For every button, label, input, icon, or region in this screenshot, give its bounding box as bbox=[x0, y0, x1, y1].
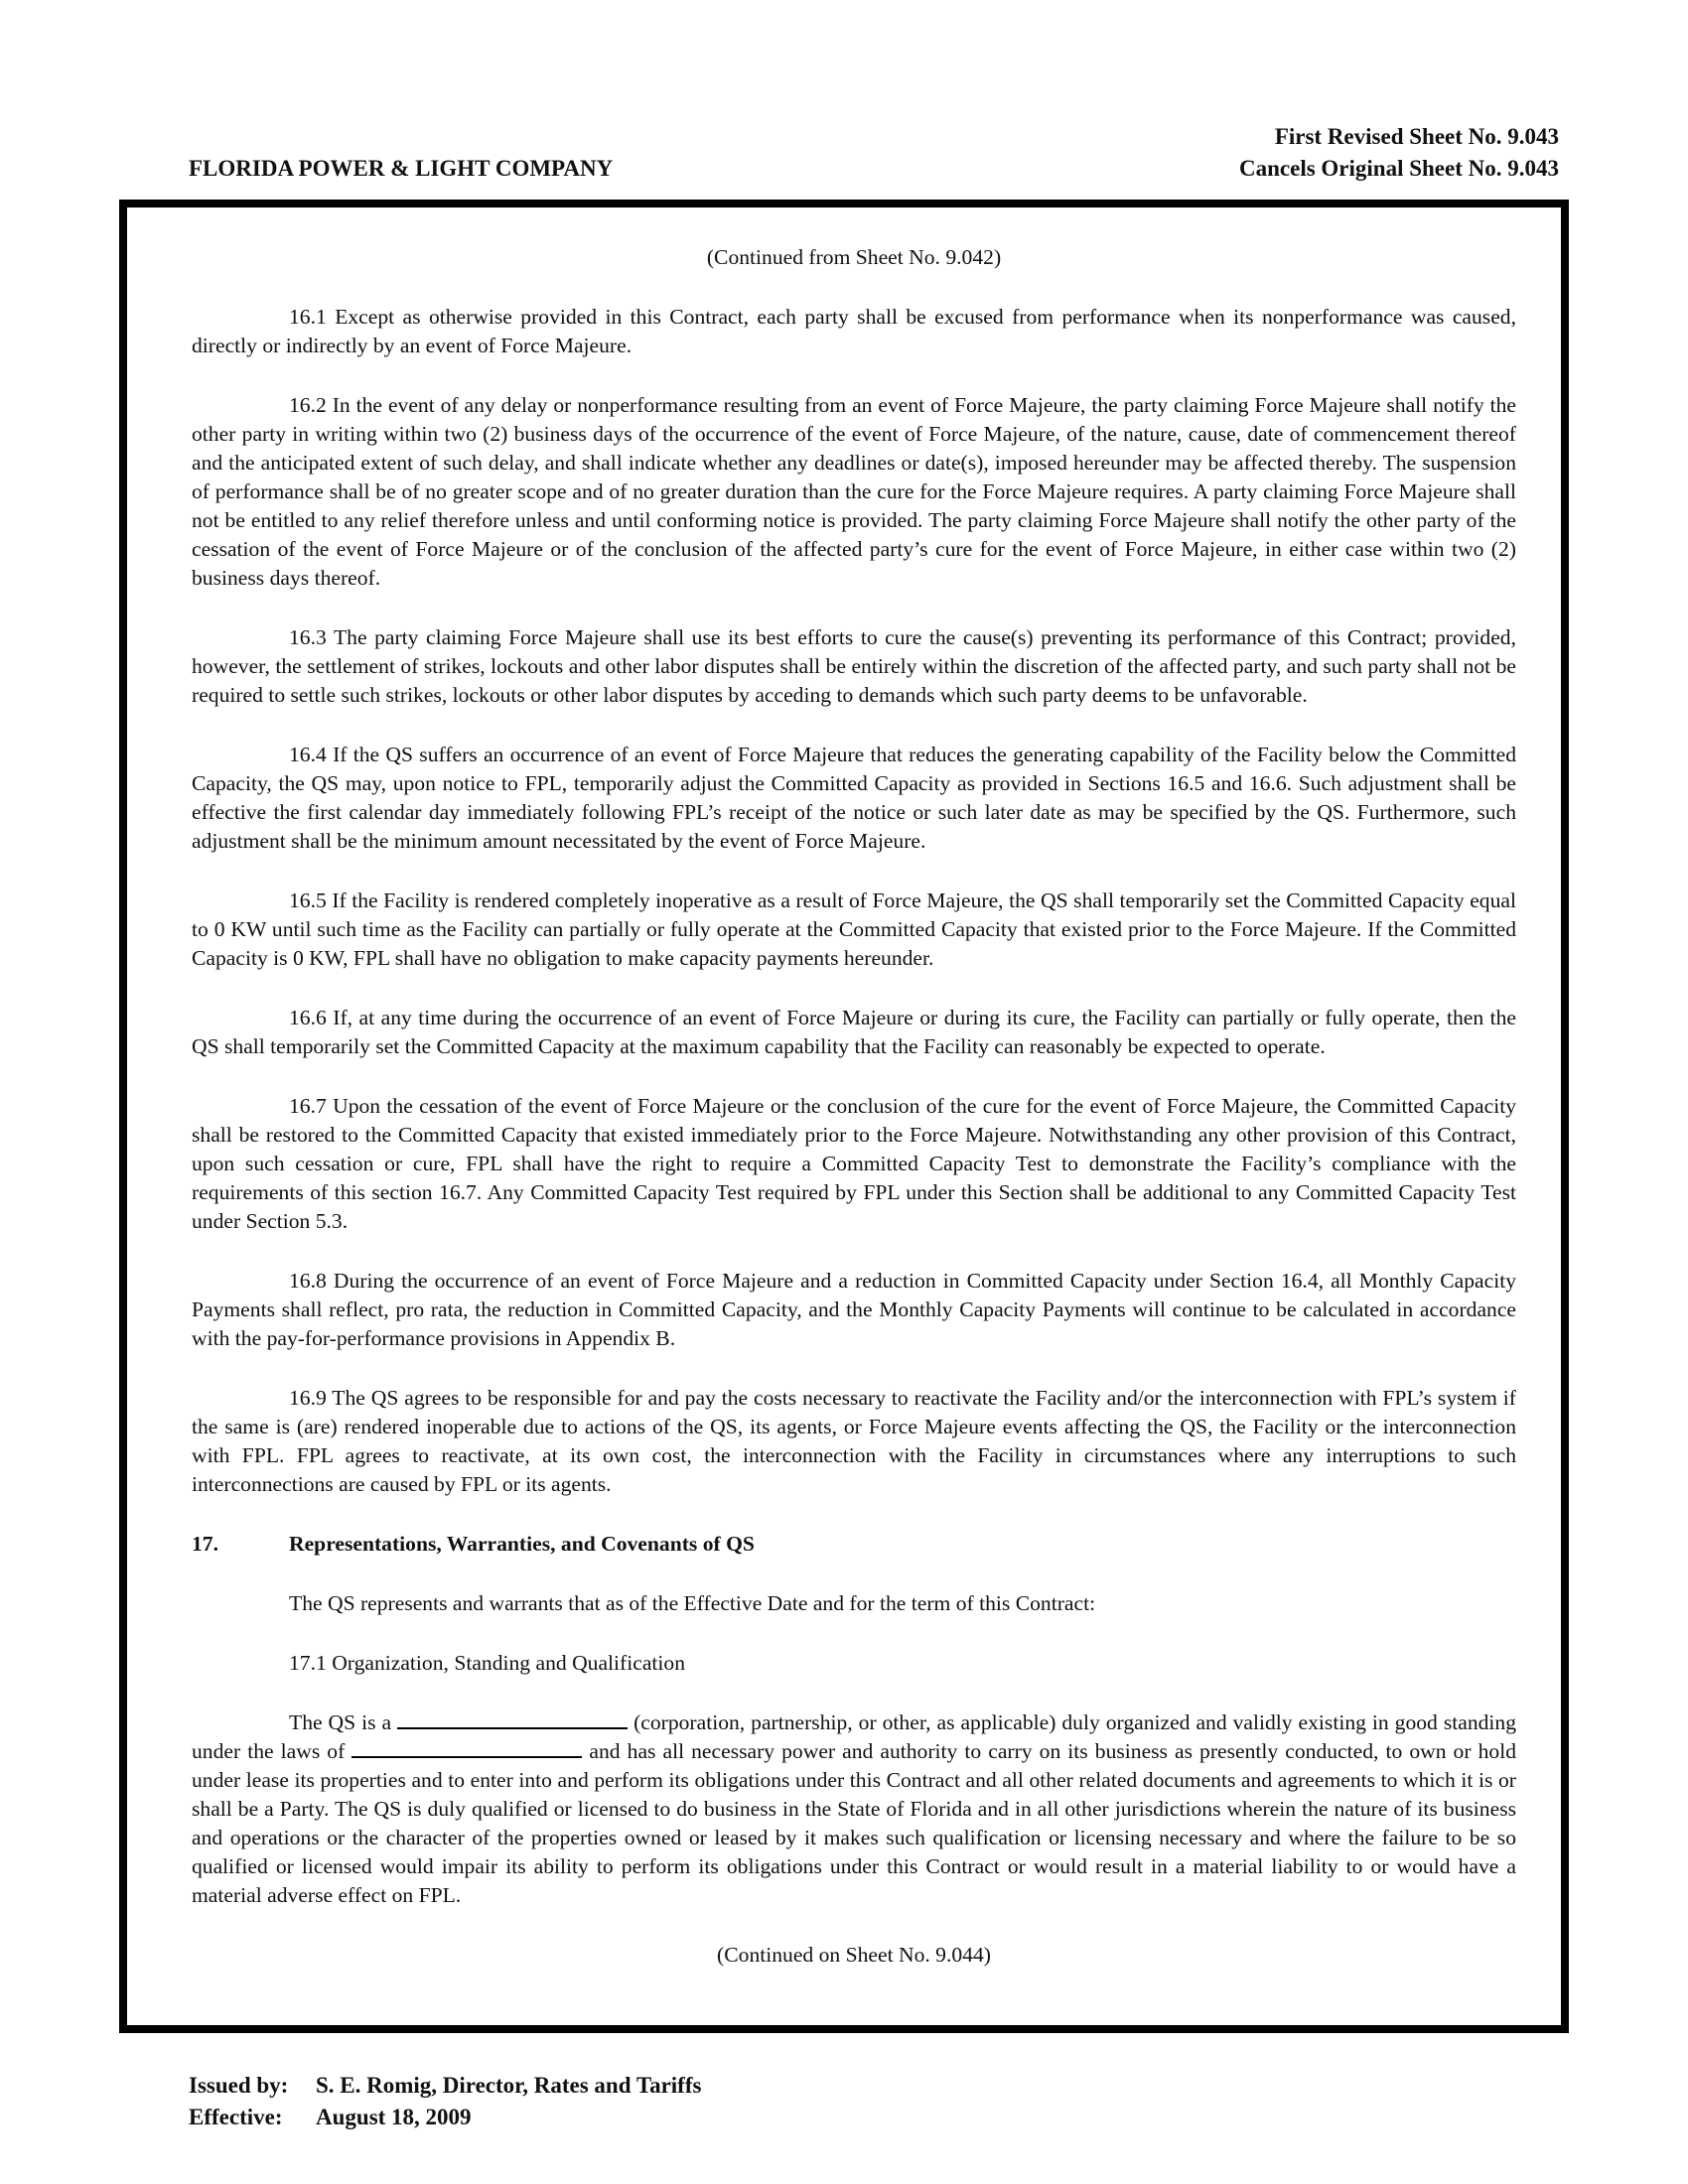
paragraph-17-1 bbox=[192, 1708, 1516, 1910]
tariff-frame bbox=[119, 200, 1569, 2033]
issued-by-label: Issued by: bbox=[189, 2073, 289, 2098]
section-17-title: Representations, Warranties, and Covenants of QS bbox=[289, 1532, 755, 1556]
paragraph-16-8: 16.8 During the occurrence of an event of Force Majeure and a reduction in Committed Capacity under Section 16.4, all Monthly Capacity Payments shall reflect, pro rata, the reduction in Committed Capacity, and the Monthly Capacity Payments will continue to be calculated in accordance with the pay-for-performance provisions in Appendix B. bbox=[192, 1269, 1516, 1350]
effective-value: August 18, 2009 bbox=[316, 2105, 472, 2129]
sheet-number-block bbox=[1239, 121, 1559, 185]
company-name: FLORIDA POWER & LIGHT COMPANY bbox=[189, 156, 614, 181]
paragraph-17-1-part-b: (corporation, partnership, or other, as applicable) duly organized and validly existing in good standing under the laws of bbox=[192, 1710, 1517, 1763]
section-17-1-title: 17.1 Organization, Standing and Qualification bbox=[289, 1651, 685, 1675]
paragraph-16-9: 16.9 The QS agrees to be responsible for and pay the costs necessary to reactivate the Facility and/or the interconnection with FPL’s system if the same is (are) rendered inoperable due to actions of the QS, its agents, or Force Majeure events affecting the QS, the Facility or the interconnection with FPL. FPL agrees to reactivate, at its own cost, the interconnection with the Facility in circumstances where any interruptions to such interconnections are caused by FPL or its agents. bbox=[192, 1386, 1516, 1496]
issuance-block bbox=[189, 2070, 701, 2133]
paragraph-16-6: 16.6 If, at any time during the occurrence of an event of Force Majeure or during its cure, the Facility can partially or fully operate, then the QS shall temporarily set the Committed Capacity at the maximum capability that the Facility can reasonably be expected to operate. bbox=[192, 1006, 1516, 1058]
section-17-heading bbox=[192, 1530, 1516, 1559]
section-17-number: 17. bbox=[192, 1532, 218, 1556]
paragraph-16-1: 16.1 Except as otherwise provided in this Contract, each party shall be excused from performance when its nonperformance was caused, directly or indirectly by an event of Force Majeure. bbox=[192, 305, 1516, 357]
sheet-number: First Revised Sheet No. 9.043 bbox=[1274, 124, 1559, 149]
issued-by-value: S. E. Romig, Director, Rates and Tariffs bbox=[316, 2073, 702, 2098]
continued-from: (Continued from Sheet No. 9.042) bbox=[706, 245, 1002, 269]
section-17-intro: The QS represents and warrants that as of the Effective Date and for the term of this Contract: bbox=[289, 1591, 1096, 1615]
tariff-body bbox=[192, 243, 1516, 2000]
paragraph-17-1-part-a: The QS is a bbox=[289, 1710, 392, 1734]
cancels-sheet-number: Cancels Original Sheet No. 9.043 bbox=[1239, 156, 1559, 181]
continued-on: (Continued on Sheet No. 9.044) bbox=[717, 1943, 991, 1967]
paragraph-16-2: 16.2 In the event of any delay or nonperformance resulting from an event of Force Majeure, the party claiming Force Majeure shall notify the other party in writing within two (2) business days of the occurrence of the event of Force Majeure, of the nature, cause, date of commencement thereof and the anticipated extent of such delay, and shall indicate whether any deadlines or date(s), imposed hereunder may be affected thereby. The suspension of performance shall be of no greater scope and of no greater duration than the cure for the Force Majeure requires. A party claiming Force Majeure shall not be entitled to any relief therefore unless and until conforming notice is provided. The party claiming Force Majeure shall notify the other party of the cessation of the event of Force Majeure or of the conclusion of the affected party’s cure for the event of Force Majeure, in either case within two (2) business days thereof. bbox=[192, 393, 1516, 590]
effective-label: Effective: bbox=[189, 2105, 283, 2129]
paragraph-16-4: 16.4 If the QS suffers an occurrence of an event of Force Majeure that reduces the generating capability of the Facility below the Committed Capacity, the QS may, upon notice to FPL, temporarily adjust the Committed Capacity as provided in Sections 16.5 and 16.6. Such adjustment shall be effective the first calendar day immediately following FPL’s receipt of the notice or such later date as may be specified by the QS. Furthermore, such adjustment shall be the minimum amount necessitated by the event of Force Majeure. bbox=[192, 743, 1516, 853]
issued-by-line bbox=[189, 2070, 701, 2102]
paragraph-16-7: 16.7 Upon the cessation of the event of Force Majeure or the conclusion of the cure for the event of Force Majeure, the Committed Capacity shall be restored to the Committed Capacity that existed immediately prior to the Force Majeure. Notwithstanding any other provision of this Contract, upon such cessation or cure, FPL shall have the right to require a Committed Capacity Test to demonstrate the Facility’s compliance with the requirements of this section 16.7. Any Committed Capacity Test required by FPL under this Section shall be additional to any Committed Capacity Test under Section 5.3. bbox=[192, 1094, 1516, 1233]
jurisdiction-blank bbox=[352, 1738, 582, 1758]
effective-line bbox=[189, 2102, 701, 2133]
paragraph-16-5: 16.5 If the Facility is rendered completely inoperative as a result of Force Majeure, the QS shall temporarily set the Committed Capacity equal to 0 KW until such time as the Facility can partially or fully operate at the Committed Capacity that existed prior to the Force Majeure. If the Committed Capacity is 0 KW, FPL shall have no obligation to make capacity payments hereunder. bbox=[192, 888, 1516, 970]
paragraph-16-3: 16.3 The party claiming Force Majeure shall use its best efforts to cure the cause(s) preventing its performance of this Contract; provided, however, the settlement of strikes, lockouts and other labor disputes shall be entirely within the discretion of the affected party, and such party shall not be required to settle such strikes, lockouts or other labor disputes by acceding to demands which such party deems to be unfavorable. bbox=[192, 625, 1516, 707]
paragraph-17-1-part-c: and has all necessary power and authority to carry on its business as presently conducted, to own or hold under lease its properties and to enter into and perform its obligations under this Contract and all other related documents and agreements to which it is or shall be a Party. The QS is duly qualified or licensed to do business in the State of Florida and in all other jurisdictions wherein the nature of its business and operations or the character of the properties owned or leased by it makes such qualification or licensing necessary and where the failure to be so qualified or licensed would impair its ability to perform its obligations under this Contract or would result in a material liability to or would have a material adverse effect on FPL. bbox=[192, 1739, 1516, 1907]
entity-type-blank bbox=[397, 1709, 628, 1729]
